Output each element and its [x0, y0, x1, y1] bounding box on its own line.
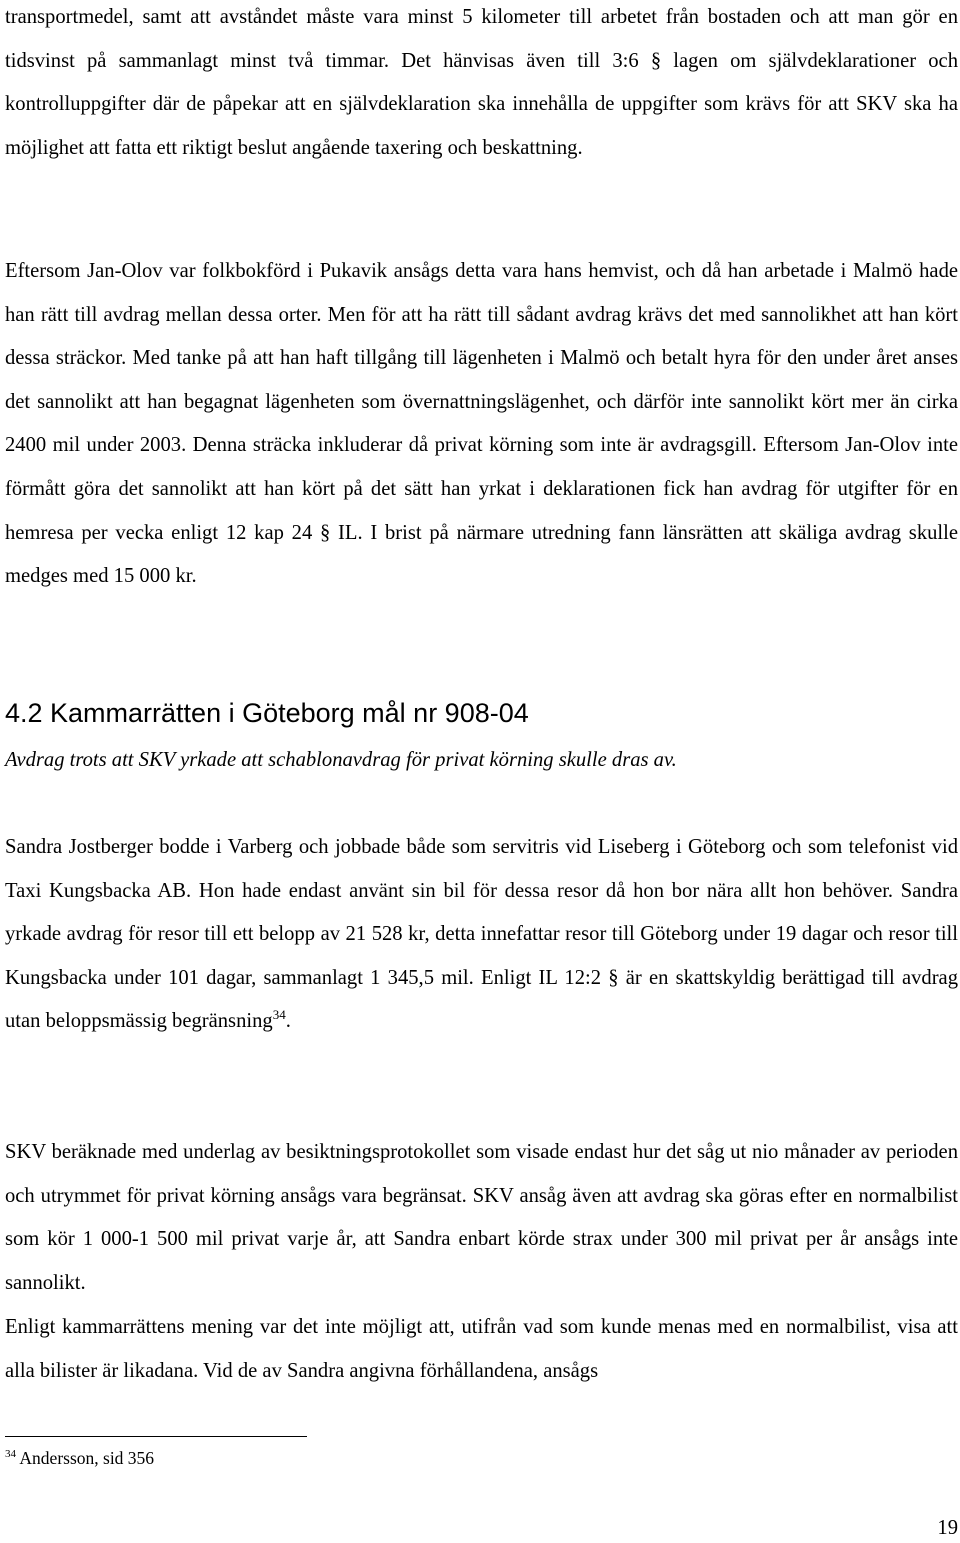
- body-paragraph-3-end: .: [285, 1010, 291, 1033]
- body-paragraph-5: Enligt kammarrättens mening var det inte möjligt att, utifrån vad som kunde menas med en normalbilist, visa att alla bilister är likadana. Vid de av Sandra angivna förhållandena, ansågs: [5, 1316, 958, 1382]
- body-paragraph-4: SKV beräknade med underlag av besiktningsprotokollet som visade endast hur det såg ut nio månader av perioden och utrymmet för privat körning ansågs vara begränsat. SKV ansåg även att avdrag ska göras efter en normalbilist som kör 1 000-1 500 mil privat varje år, att Sandra enbart körde strax under 300 mil privat per år ansågs inte sannolikt.: [5, 1141, 958, 1294]
- body-paragraph-1: transportmedel, samt att avståndet måste vara minst 5 kilometer till arbetet från bostaden och att man gör en tidsvinst på sammanlagt minst två timmar. Det hänvisas även till 3:6 § lagen om självdeklarationer och kontrolluppgifter där de påpekar att en självdeklaration ska innehålla de uppgifter som krävs för att SKV ska ha möjlighet att fatta ett riktigt beslut angående taxering och beskattning.: [5, 6, 958, 159]
- body-paragraph-2: Eftersom Jan-Olov var folkbokförd i Pukavik ansågs detta vara hans hemvist, och då han arbetade i Malmö hade han rätt till avdrag mellan dessa orter. Men för att ha rätt till sådant avdrag krävs det med sannolikhet att han kört dessa sträckor. Med tanke på att han haft tillgång till lägenheten i Malmö och betalt hyra för den under året anses det sannolikt att han begagnat lägenheten som övernattningslägenhet, och därför inte sannolikt kört mer än cirka 2400 mil under 2003. Denna sträcka inkluderar då privat körning som inte är avdragsgill. Eftersom Jan-Olov inte förmått göra det sannolikt att han kört på det sätt han yrkat i deklarationen fick han avdrag för utgifter för en hemresa per vecka enligt 12 kap 24 § IL. I brist på närmare utredning fann länsrätten att skäliga avdrag skulle medges med 15 000 kr.: [5, 260, 958, 588]
- section-heading: 4.2 Kammarrätten i Göteborg mål nr 908-04: [5, 698, 529, 728]
- body-paragraph-3: [5, 826, 958, 1044]
- footnote-reference[interactable]: 34: [272, 1007, 286, 1023]
- footnote-number: 34: [5, 1448, 16, 1460]
- footnote: [5, 1444, 154, 1472]
- body-paragraph-3-text: Sandra Jostberger bodde i Varberg och jobbade både som servitris vid Liseberg i Göteborg och som telefonist vid Taxi Kungsbacka AB. Hon hade endast använt sin bil för dessa resor då hon bor nära allt hon behöver. Sandra yrkade avdrag för resor till ett belopp av 21 528 kr, detta innefattar resor till Göteborg under 19 dagar och resor till Kungsbacka under 101 dagar, sammanlagt 1 345,5 mil. Enligt IL 12:2 § är en skattskyldig berättigad till avdrag utan beloppsmässig begränsning: [5, 836, 958, 1033]
- page-number: 19: [937, 1517, 958, 1539]
- footnote-text: Andersson, sid 356: [16, 1448, 155, 1468]
- footnote-separator: [5, 1436, 307, 1437]
- section-subheading: Avdrag trots att SKV yrkade att schablonavdrag för privat körning skulle dras av.: [5, 749, 677, 771]
